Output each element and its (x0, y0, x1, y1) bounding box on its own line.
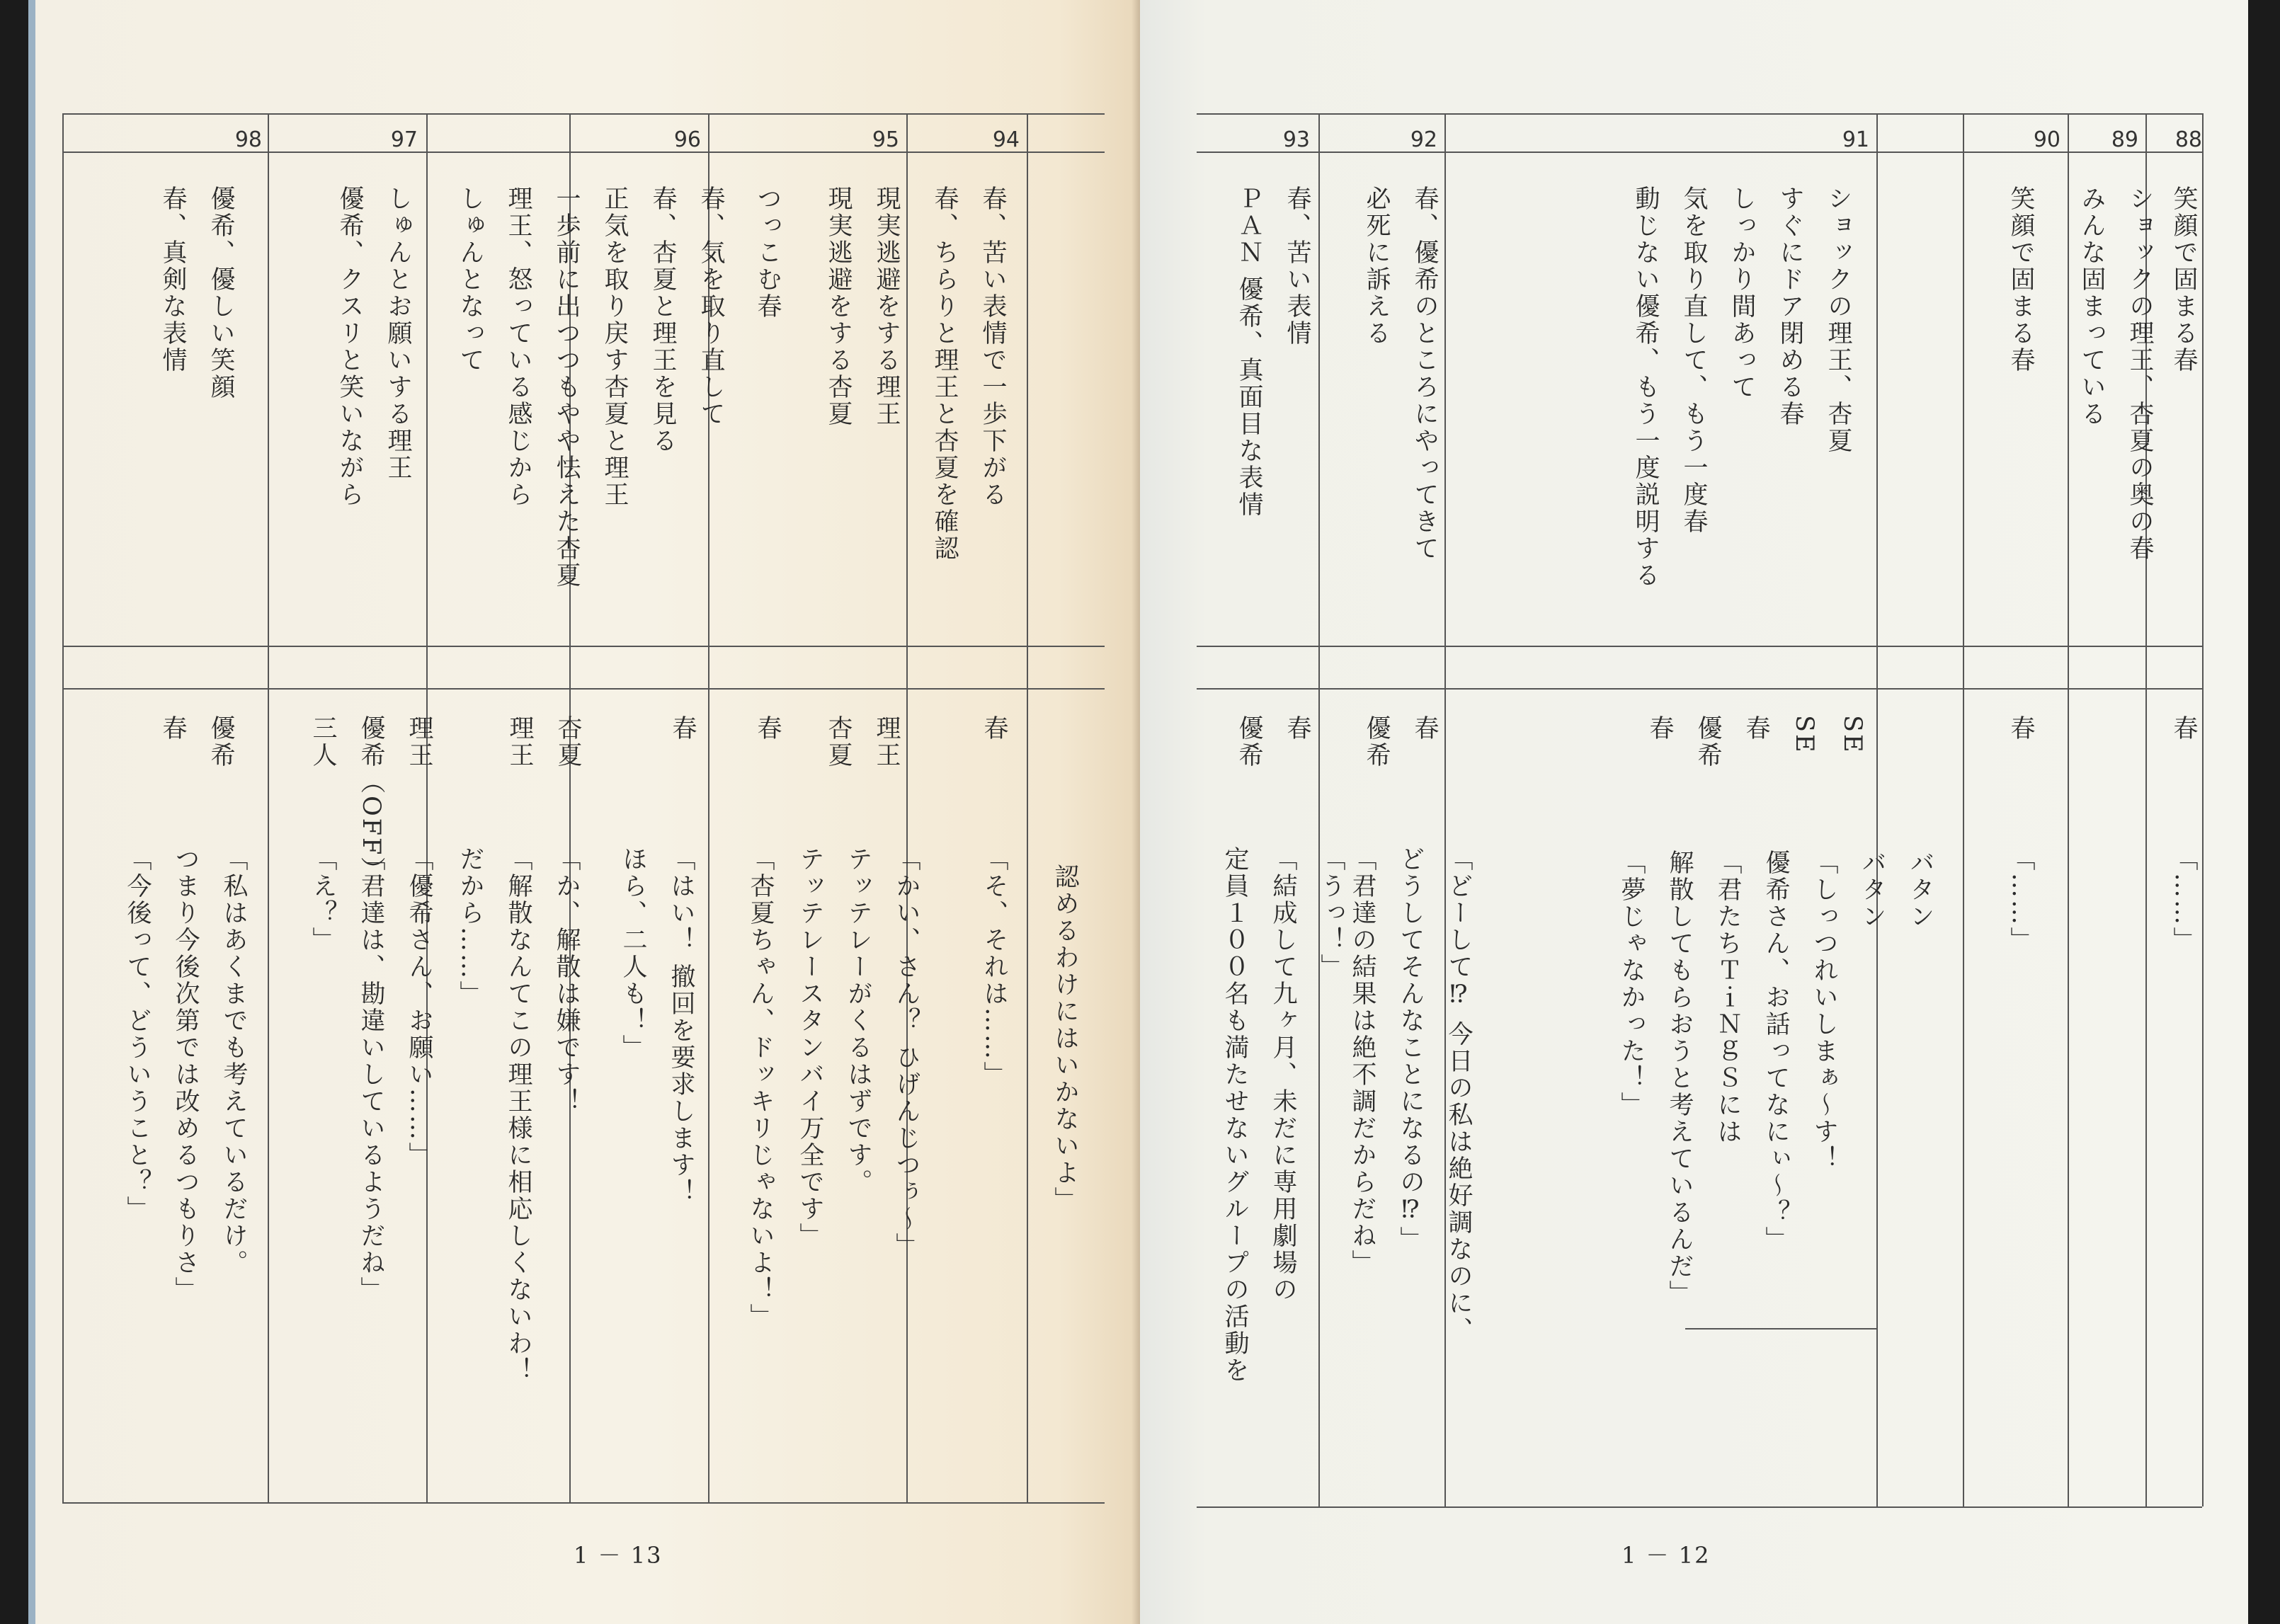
scene-dialogue-continued: 認めるわけにはいかないよ」 (1051, 864, 1079, 1213)
dialogue-divider (62, 688, 1105, 690)
scene-dialogue: 「そ、それは……」 (980, 846, 1008, 1088)
scene-speaker: 理王 優希（OFF） 三人 (309, 715, 433, 884)
scene-dialogue: 「か、解散は嫌です！ 「解散なんてこの理王様に相応しくないわ！ だから……」 (456, 846, 581, 1384)
scene-speaker: 春 (668, 715, 697, 742)
scene-number: 97 (390, 127, 418, 152)
scene-speaker: 春 優希 (1235, 715, 1311, 769)
scene-number: 89 (2111, 127, 2138, 152)
scene-number: 88 (2174, 127, 2202, 152)
scene-action: 笑顔で固まる春 (2007, 185, 2035, 374)
scene-dialogue: 「どーして⁉ 今日の私は絶好調なのに、 どうしてそんなことになるの⁉」 「君達の結果は絶不調だからだね」 (1348, 846, 1473, 1344)
scene-action: 春、苦い表情で一歩下がる 春、ちらりと理王と杏夏を確認 (930, 185, 1007, 562)
scene-action: 春、優希のところにやってきて 必死に訴える (1362, 185, 1439, 562)
scene-number: 95 (872, 127, 899, 152)
scene-number: 91 (1842, 127, 1869, 152)
scene-dialogue: バタン バタン 「しっつれいしまぁ～す！ 優希さん、お話ってなにぃ～？」 「君たちＴｉＮｇＳには 解散してもらおうと考えているんだ」 「夢じゃなかった！」 (1617, 850, 1934, 1307)
column-border (1963, 113, 1964, 1506)
scene-action: 春、苦い表情 ＰＡＮ 優希、真面目な表情 (1235, 185, 1311, 519)
scene-number: 93 (1282, 127, 1310, 152)
scene-action: ショックの理王、杏夏 すぐにドア閉める春 しっかり間あって 気を取り直して、もう一度春 動じない優希、もう一度説明する (1631, 185, 1852, 589)
scene-dialogue: 「優希さん、お願い……」 「君達は、勘違いしているようだね」 「え？」 (309, 846, 433, 1303)
scene-speaker: 春 (980, 715, 1008, 742)
scene-dialogue: 「かい、さん？ ひげんじつぅ～」 テッテレーがくるはずです。 テッテレースタンバイ万全です」 (796, 846, 920, 1260)
scene-speaker: SE SE 春 優希 春 (1646, 715, 1866, 769)
scene-dialogue: 「私はあくまでも考えているだけ。 つまり今後次第では改めるつもりさ」 「今後って、どういうこと？」 (123, 846, 248, 1303)
scene-action: 現実逃避をする理王 現実逃避をする杏夏 (824, 185, 901, 428)
scene-dialogue: 「杏夏ちゃん、ドッキリじゃないよ！」 (746, 846, 775, 1330)
scene-number: 90 (2033, 127, 2060, 152)
scene-dialogue: 「うっ！」 「結成して九ヶ月、未だに専用劇場の 定員１００名も満たせないグループの活動を (1221, 846, 1345, 1384)
scene-action: つっこむ春 (753, 185, 782, 320)
scene-number: 98 (234, 127, 262, 152)
dialogue-divider (1197, 688, 2202, 690)
scene-speaker: 杏夏 理王 (506, 715, 582, 769)
left-page (28, 0, 1147, 1624)
table-top-border (1197, 113, 2202, 115)
scene-speaker: 春 (2170, 715, 2198, 742)
scene-speaker: 理王 杏夏 (824, 715, 901, 769)
scene-number: 96 (673, 127, 701, 152)
scene-number: 94 (992, 127, 1020, 152)
column-border (1027, 113, 1028, 1502)
table-bottom-border (1197, 1506, 2202, 1508)
action-divider (1197, 646, 2202, 647)
scene-speaker: 春 (753, 715, 782, 742)
scene-dialogue: 「……」 (2007, 846, 2035, 954)
se-divider (1685, 1328, 1876, 1329)
scene-number: 92 (1410, 127, 1437, 152)
page-number: 1 － 12 (1621, 1542, 1711, 1569)
scene-speaker: 春 優希 (1362, 715, 1439, 769)
scene-dialogue: 「はい！ 撤回を要求します！ ほら、二人も！」 (619, 846, 695, 1206)
scene-speaker: 春 (2007, 715, 2035, 742)
scene-action: 笑顔で固まる春 (2170, 185, 2198, 374)
scene-action: 春、気を取り直して 春、杏夏と理王を見る 正気を取り戻す杏夏と理王 一歩前に出つつもやや怯えた杏夏 理王、怒っている感じから しゅんとなって (456, 185, 725, 589)
scene-speaker: 優希 春 (159, 715, 235, 769)
table-top-border (62, 113, 1105, 115)
right-page (1140, 0, 2248, 1624)
column-border (62, 113, 64, 1502)
scene-action: 優希、優しい笑顔 春、真剣な表情 (159, 185, 235, 401)
column-border (268, 113, 269, 1502)
page-number: 1 － 13 (574, 1542, 663, 1569)
scene-dialogue: 「……」 (2170, 846, 2198, 954)
action-divider (62, 646, 1105, 647)
scene-action: しゅんとお願いする理王 優希、クスリと笑いながら (336, 185, 412, 508)
table-bottom-border (62, 1502, 1105, 1504)
scene-action: ショックの理王、杏夏の奥の春 みんな固まっている (2077, 185, 2154, 562)
